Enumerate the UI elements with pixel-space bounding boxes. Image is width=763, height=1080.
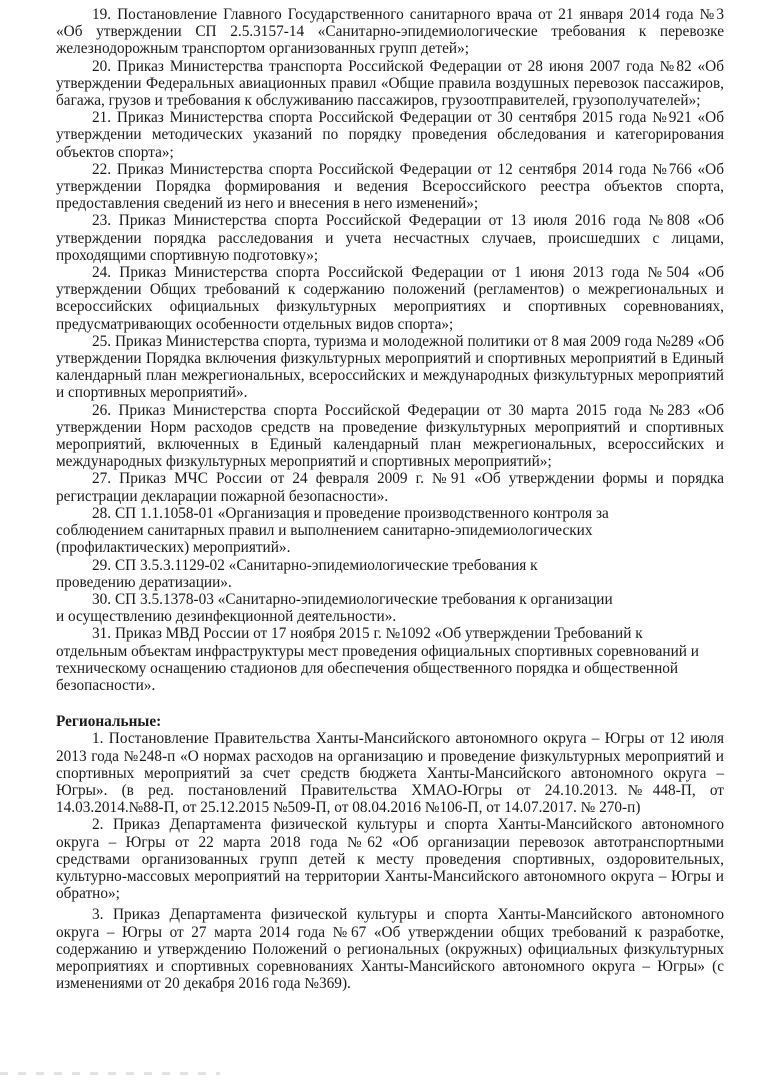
list-item-29: 29. СП 3.5.3.1129-02 «Санитарно-эпидемиологические требования к проведению дератизации». <box>56 556 538 591</box>
list-item-26: 26. Приказ Министерства спорта Российской Федерации от 30 марта 2015 года №283 «Об утверждении Норм расходов средств на проведение физкультурных мероприятий и спортивных мероприятий, включенных в Единый календарный план межрегиональных, всероссийских и международных физкультурных мероприятий и спортивных мероприятий»; <box>56 401 724 471</box>
regional-heading: Региональные: <box>56 713 162 731</box>
regional-item-2: 2. Приказ Департамента физической культуры и спорта Ханты-Мансийского автономного округа – Югры от 22 марта 2018 года №62 «Об организации перевозок автотранспортными средствами организованных групп детей к месту проведения спортивных, оздоровительных, культурно-массовых мероприятий на территории Ханты-Мансийского автономного округа – Югры и обратно»; <box>56 816 724 903</box>
list-item-20: 20. Приказ Министерства транспорта Российской Федерации от 28 июня 2007 года №82 «Об утверждении Федеральных авиационных правил «Общие правила воздушных перевозок пассажиров, багажа, грузов и требования к обслуживанию пассажиров, грузоотправителей, грузополучателей»; <box>56 57 724 110</box>
list-item-28: 28. СП 1.1.1058-01 «Организация и проведение производственного контроля за соблюдением санитарных правил и выполнением санитарно-эпидемиологических (профилактических) мероприятий». <box>56 504 609 557</box>
list-item-22: 22. Приказ Министерства спорта Российской Федерации от 12 сентября 2014 года №766 «Об утверждении Порядка формирования и ведения Всероссийского реестра объектов спорта, предоставления сведений из него и внесения в него изменений»; <box>56 160 724 213</box>
regional-item-1: 1. Постановление Правительства Ханты-Мансийского автономного округа – Югры от 12 июля 2013 года №248-п «О нормах расходов на организацию и проведение физкультурных мероприятий и спортивных мероприятий за счет средств бюджета Ханты-Мансийского автономного округа – Югры». (в ред. постановлений Правительства ХМАО-Югры от 24.10.2013.№448-П, от 14.03.2014.№88-П, от 25.12.2015 №509-П, от 08.04.2016 №106-П, от 14.07.2017. № 270-п) <box>56 730 724 817</box>
list-item-30: 30. СП 3.5.1378-03 «Санитарно-эпидемиологические требования к организации и осуществлению дезинфекционной деятельности». <box>56 590 613 626</box>
scan-noise <box>0 1072 220 1075</box>
list-item-21: 21. Приказ Министерства спорта Российской Федерации от 30 сентября 2015 года №921 «Об утверждении методических указаний по порядку проведения обследования и категорирования объектов спорта»; <box>56 109 724 161</box>
list-item-27: 27. Приказ МЧС России от 24 февраля 2009 г. №91 «Об утверждении формы и порядка регистрации декларации пожарной безопасности». <box>56 470 724 505</box>
list-item-24: 24. Приказ Министерства спорта Российской Федерации от 1 июня 2013 года №504 «Об утверждении Общих требований к содержанию положений (регламентов) о межрегиональных и всероссийских официальных физкультурных мероприятиях и спортивных соревнованиях, предусматривающих особенности отдельных видов спорта»; <box>56 264 724 333</box>
list-item-31: 31. Приказ МВД России от 17 ноября 2015 г. №1092 «Об утверждении Требований к отдельным объектам инфраструктуры мест проведения официальных спортивных соревнований и техническому оснащению стадионов для обеспечения общественного порядка и общественной безопасности». <box>56 625 699 694</box>
list-item-25: 25. Приказ Министерства спорта, туризма и молодежной политики от 8 мая 2009 года №289 «Об утверждении Порядка включения физкультурных мероприятий и спортивных мероприятий в Единый календарный план межрегиональных, всероссийских и международных физкультурных мероприятий и спортивных мероприятий». <box>56 332 724 402</box>
list-item-19: 19. Постановление Главного Государственного санитарного врача от 21 января 2014 года №3 «Об утверждении СП 2.5.3157-14 «Санитарно-эпидемиологические требования к перевозке железнодорожным транспортом организованных групп детей»; <box>56 6 724 58</box>
federal-list <box>56 6 724 992</box>
list-item-23: 23. Приказ Министерства спорта Российской Федерации от 13 июля 2016 года №808 «Об утверждении порядка расследования и учета несчастных случаев, происшедших с лицами, проходящими спортивную подготовку»; <box>56 212 724 264</box>
regional-item-3: 3. Приказ Департамента физической культуры и спорта Ханты-Мансийского автономного округа – Югры от 27 марта 2014 года №67 «Об утверждении общих требований к разработке, содержанию и утверждению Положений о региональных (окружных) официальных физкультурных мероприятиях и спортивных соревнованиях Ханты-Мансийского автономного округа – Югры» (с изменениями от 20 декабря 2016 года №369). <box>56 906 724 993</box>
section-gap <box>56 694 724 713</box>
